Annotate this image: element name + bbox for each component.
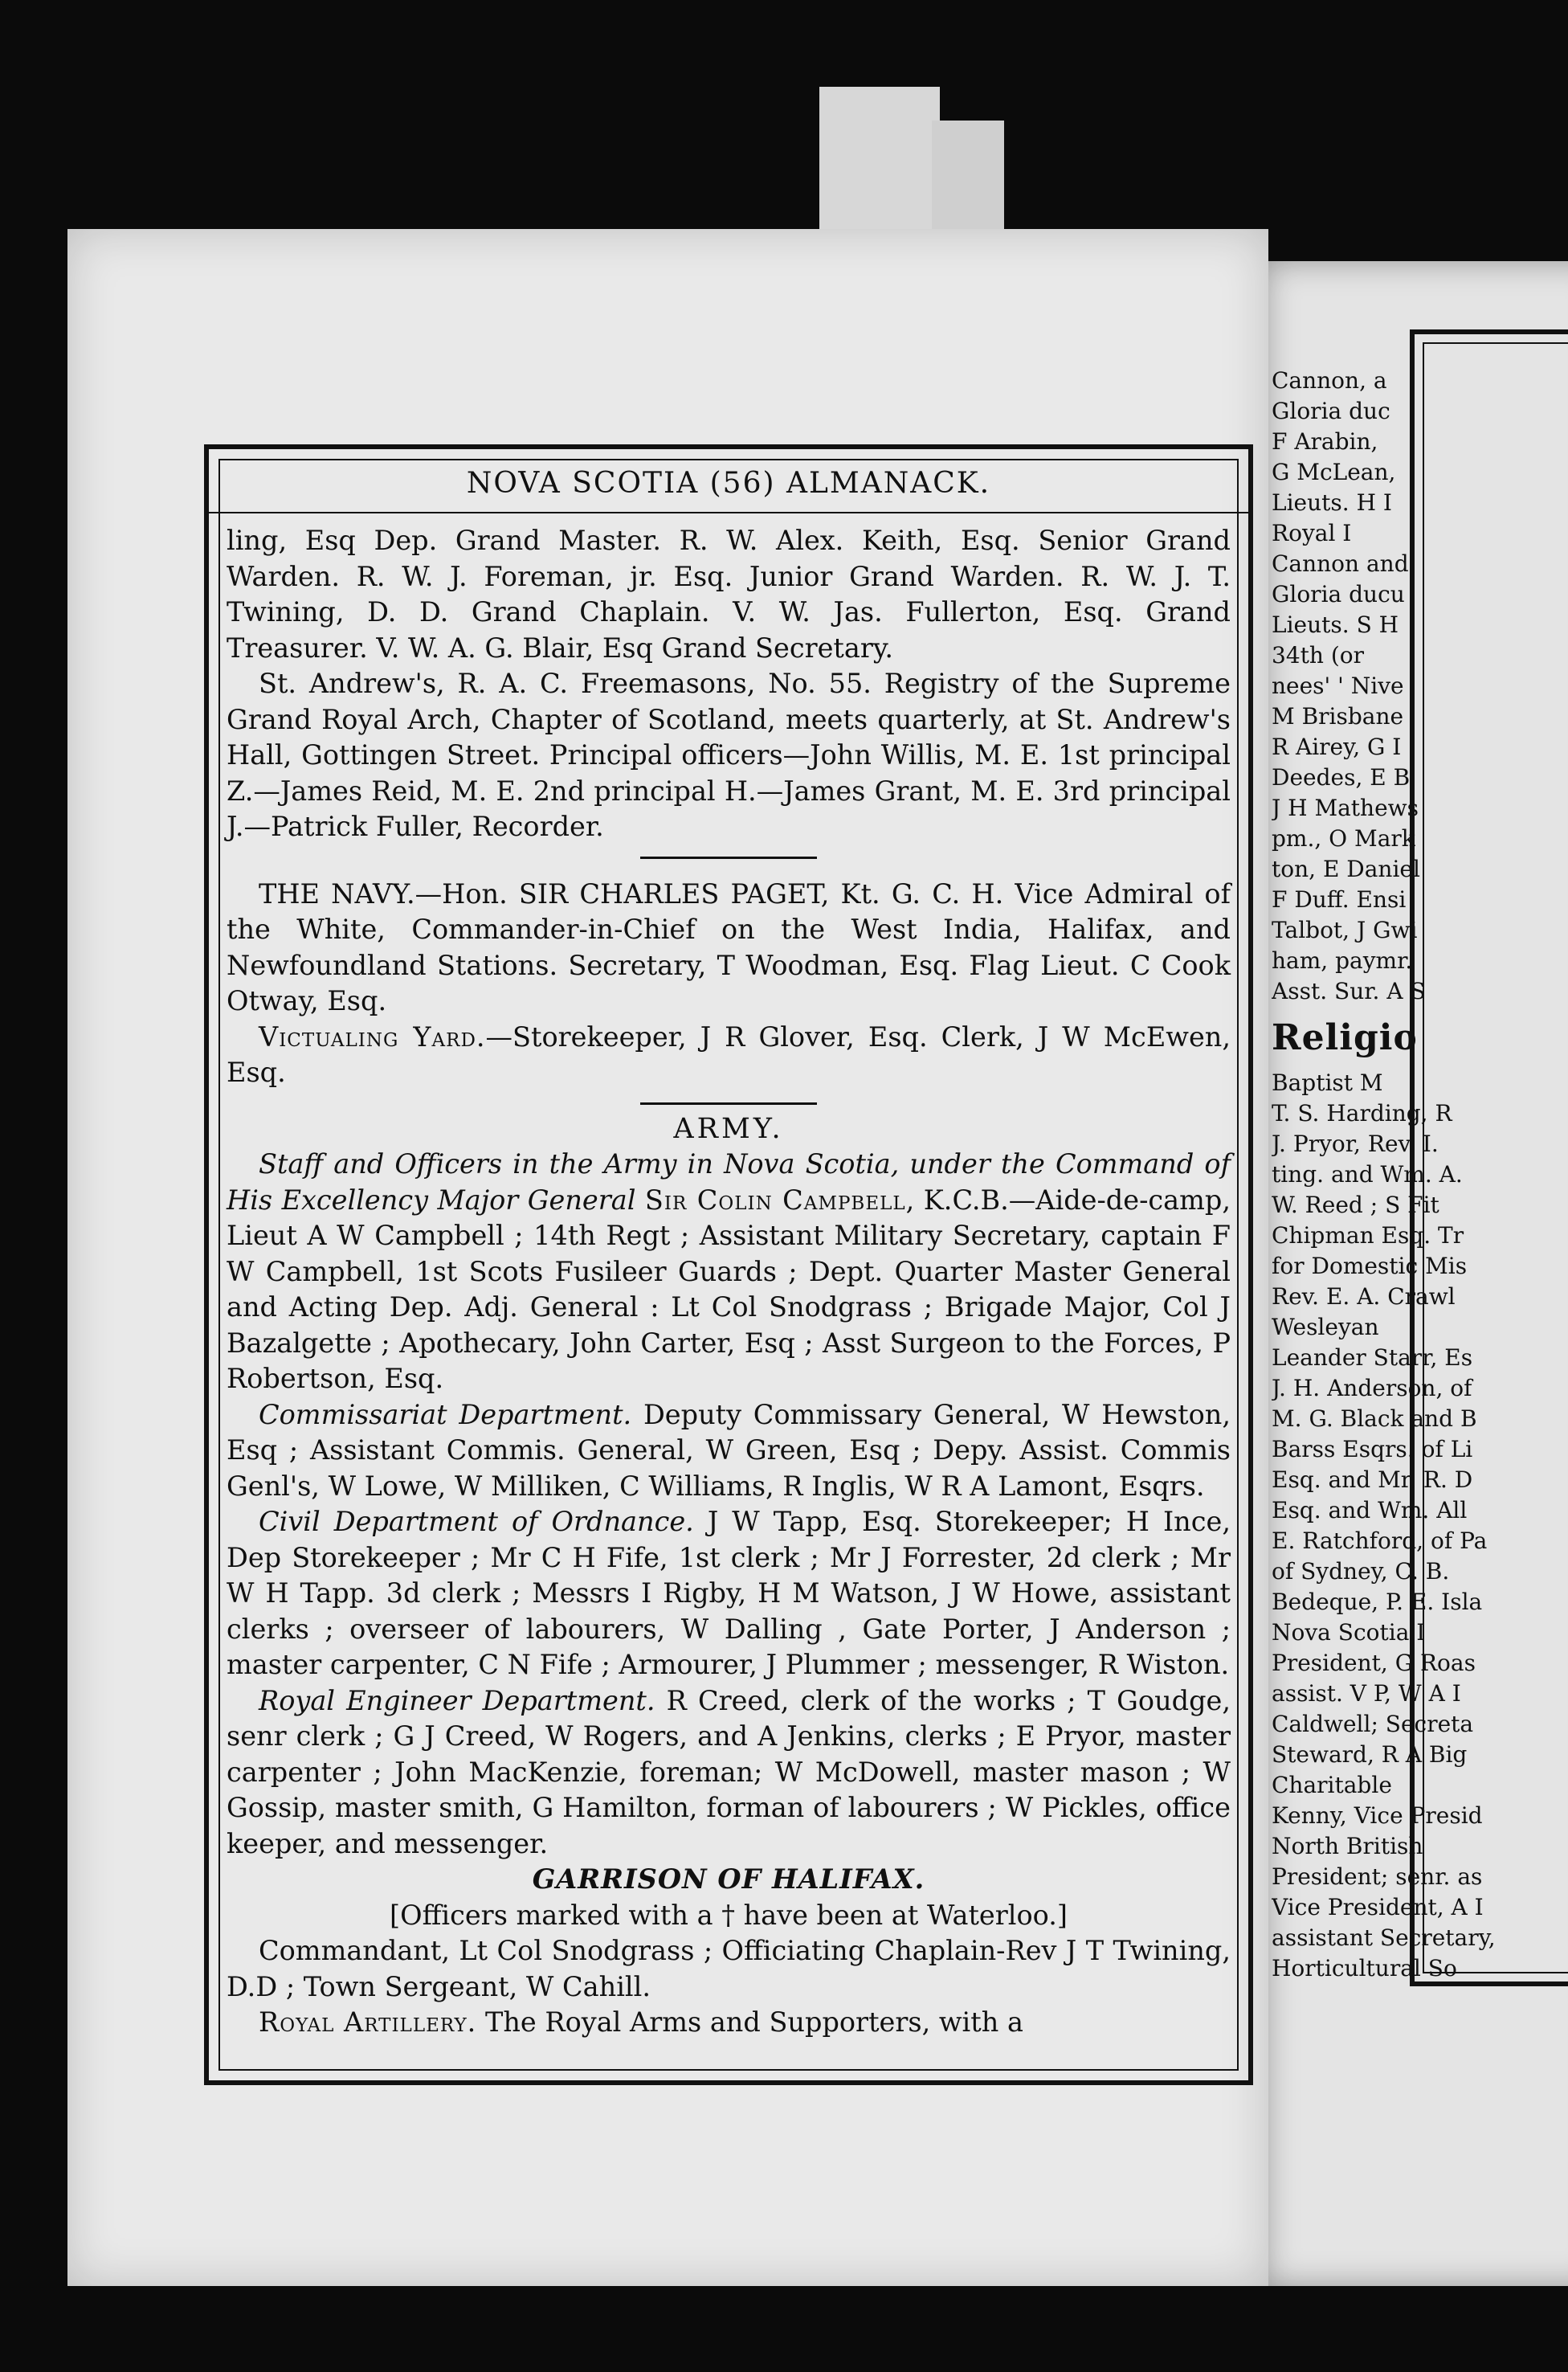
facing-line: Esq. and Mr. R. D <box>1272 1466 1473 1493</box>
facing-line: Nova Scotia I <box>1272 1619 1426 1646</box>
facing-line: nees' ' Nive <box>1272 673 1404 699</box>
facing-line: M. G. Black and B <box>1272 1405 1477 1432</box>
paragraph-navy: THE NAVY.—Hon. SIR CHARLES PAGET, Kt. G. C. H. Vice Admiral of the White, Commander-in-Chief on the West India, Halifax, and Newfoundland Stations. Secretary, T Woodman, Esq. Flag Lieut. C Cook Otway, Esq. <box>227 877 1231 1016</box>
facing-line: Horticultural So <box>1272 1955 1457 1981</box>
facing-line: President; senr. as <box>1272 1863 1483 1890</box>
facing-line: Baptist M <box>1272 1069 1383 1096</box>
facing-line: Esq. and Wm. All <box>1272 1497 1468 1523</box>
staff-text: , K.C.B.—Aide-de-camp, Lieut A W Campbell ; 14th Regt ; Assistant Military Secretary, captain F W Campbell, 1st Scots Fusileer Guards ; Dept. Quarter Master General and Acting Dep. Adj. General : Lt Col Snodgrass ; Brigade Major, Col J Bazalgette ; Apothecary, John Carter, Esq ; Asst Surgeon to the Forces, P Robertson, Esq. <box>227 1184 1231 1394</box>
garrison-note: [Officers marked with a † have been at Waterloo.] <box>390 1899 1068 1931</box>
victualing-text: —Storekeeper, J R Glover, Esq. Clerk, J W McEwen, Esq. <box>227 1020 1231 1088</box>
facing-line: ham, paymr. <box>1272 947 1413 974</box>
army-heading: ARMY. <box>673 1112 784 1145</box>
facing-line: Wesleyan <box>1272 1314 1379 1340</box>
facing-line: T. S. Harding, R <box>1272 1100 1452 1127</box>
facing-line: Royal I <box>1272 520 1352 546</box>
facing-line: ting. and Wm. A. <box>1272 1161 1463 1188</box>
paragraph-commissariat <box>227 1397 1231 1505</box>
facing-line: of Sydney, C. B. <box>1272 1558 1450 1585</box>
garrison-heading: GARRISON OF HALIFAX. <box>532 1863 925 1895</box>
facing-line: W. Reed ; S Fit <box>1272 1192 1439 1218</box>
facing-line: Caldwell; Secreta <box>1272 1711 1474 1737</box>
facing-line: Deedes, E B <box>1272 764 1411 791</box>
facing-line: Gloria ducu <box>1272 581 1405 607</box>
paragraph-engineer <box>227 1683 1231 1863</box>
facing-line: M Brisbane <box>1272 703 1404 730</box>
facing-line: for Domestic Mis <box>1272 1253 1468 1279</box>
facing-line: Vice President, A I <box>1272 1894 1484 1920</box>
facing-line: Cannon and <box>1272 550 1409 577</box>
facing-line: G McLean, <box>1272 459 1396 485</box>
facing-line: Lieuts. H I <box>1272 489 1392 516</box>
paragraph-royal-arch: St. Andrew's, R. A. C. Freemasons, No. 55. Registry of the Supreme Grand Royal Arch, Chapter of Scotland, meets quarterly, at St. Andrew's Hall, Gottingen Street. Principal officers—John Willis, M. E. 1st principal Z.—James Reid, M. E. 2nd principal H.—James Grant, M. E. 3rd principal J.—Patrick Fuller, Recorder. <box>227 668 1231 842</box>
engineer-label: Royal Engineer Department. <box>259 1684 655 1716</box>
victualing-label: Victualing Yard. <box>259 1020 486 1053</box>
page-border <box>204 444 1253 2085</box>
facing-line: R Airey, G I <box>1272 734 1402 760</box>
paper-tab-secondary <box>932 121 1004 241</box>
paragraph-commandant: Commandant, Lt Col Snodgrass ; Officiating Chaplain-Rev J T Twining, D.D ; Town Sergeant, W Cahill. <box>227 1935 1231 2002</box>
facing-line: pm., O Mark <box>1272 825 1415 852</box>
paragraph-ordnance <box>227 1504 1231 1683</box>
facing-line: J. Pryor, Rev. I. <box>1272 1131 1439 1157</box>
facing-line: Gloria duc <box>1272 398 1390 424</box>
artillery-text: The Royal Arms and Supporters, with a <box>476 2006 1023 2038</box>
facing-line: Asst. Sur. A S <box>1272 978 1426 1004</box>
facing-line: Kenny, Vice Presid <box>1272 1802 1483 1829</box>
facing-line: Talbot, J Gwi <box>1272 917 1418 943</box>
staff-name: Sir Colin Campbell <box>644 1184 906 1216</box>
facing-line: President, G Roas <box>1272 1650 1476 1676</box>
facing-line: Steward, R A Big <box>1272 1741 1468 1768</box>
section-divider <box>640 857 817 859</box>
page-body <box>227 523 1231 2041</box>
facing-line: Chipman Esq. Tr <box>1272 1222 1464 1249</box>
facing-line: Rev. E. A. Crawl <box>1272 1283 1456 1310</box>
facing-line: F Arabin, <box>1272 428 1378 455</box>
paragraph-victualing <box>227 1020 1231 1091</box>
facing-heading: Religio <box>1272 1017 1418 1058</box>
paper-tab <box>819 87 940 247</box>
paragraph-artillery <box>227 2005 1231 2041</box>
facing-line: Charitable <box>1272 1772 1392 1798</box>
paragraph-army-staff <box>227 1147 1231 1397</box>
facing-line: Leander Starr, Es <box>1272 1344 1473 1371</box>
staff-intro: Staff and Officers in the Army in Nova Scotia, under the Command of His Excellency Major General <box>227 1148 1231 1216</box>
facing-line: assistant Secretary, <box>1272 1924 1496 1951</box>
facing-line: North British <box>1272 1833 1423 1859</box>
facing-line: Barss Esqrs. of Li <box>1272 1436 1473 1462</box>
facing-line: assist. V P, W A I <box>1272 1680 1461 1707</box>
facing-line: F Duff. Ensi <box>1272 886 1407 913</box>
facing-page <box>1249 261 1568 2286</box>
commissariat-label: Commissariat Department. <box>259 1398 632 1430</box>
facing-page-text <box>1272 366 1513 1984</box>
facing-line: 34th (or <box>1272 642 1364 669</box>
facing-line: Bedeque, P. E. Isla <box>1272 1589 1483 1615</box>
running-head: NOVA SCOTIA (56) ALMANACK. <box>466 467 991 500</box>
artillery-label: Royal Artillery. <box>259 2006 477 2038</box>
facing-line: Lieuts. S H <box>1272 611 1399 638</box>
ordnance-label: Civil Department of Ordnance. <box>259 1506 694 1537</box>
facing-line: ton, E Daniel <box>1272 856 1420 882</box>
facing-line: J H Mathews <box>1272 795 1419 821</box>
facing-line: E. Ratchford, of Pa <box>1272 1527 1488 1554</box>
ordnance-text: J W Tapp, Esq. Storekeeper; H Ince, Dep Storekeeper ; Mr C H Fife, 1st clerk ; Mr J Forrester, 2d clerk ; Mr W H Tapp. 3d clerk ; Messrs I Rigby, H M Watson, J W Howe, assistant clerks ; overseer of labourers, W Dalling , Gate Porter, J Anderson ; master carpenter, C N Fife ; Armourer, J Plummer ; messenger, R Wiston. <box>227 1506 1231 1680</box>
head-rule <box>209 512 1248 513</box>
almanack-page <box>67 229 1268 2286</box>
section-divider <box>640 1102 817 1105</box>
facing-line: J. H. Anderson, of <box>1272 1375 1472 1401</box>
paragraph-grand-lodge: ling, Esq Dep. Grand Master. R. W. Alex. Keith, Esq. Senior Grand Warden. R. W. J. Foreman, jr. Esq. Junior Grand Warden. R. W. J. T. Twining, D. D. Grand Chaplain. V. W. Jas. Fullerton, Esq. Grand Treasurer. V. W. A. G. Blair, Esq Grand Secretary. <box>227 525 1231 664</box>
commissariat-text: Deputy Commissary General, W Hewston, Esq ; Assistant Commis. General, W Green, Esq ; Depy. Assist. Commis Genl's, W Lowe, W Milliken, C Williams, R Inglis, W R A Lamont, Esqrs. <box>227 1398 1231 1502</box>
facing-line: Cannon, a <box>1272 367 1387 394</box>
engineer-text: R Creed, clerk of the works ; T Goudge, senr clerk ; G J Creed, W Rogers, and A Jenkins, clerks ; E Pryor, master carpenter ; John MacKenzie, foreman; W McDowell, master mason ; W Gossip, master smith, G Hamilton, forman of labourers ; W Pickles, office keeper, and messenger. <box>227 1684 1231 1859</box>
